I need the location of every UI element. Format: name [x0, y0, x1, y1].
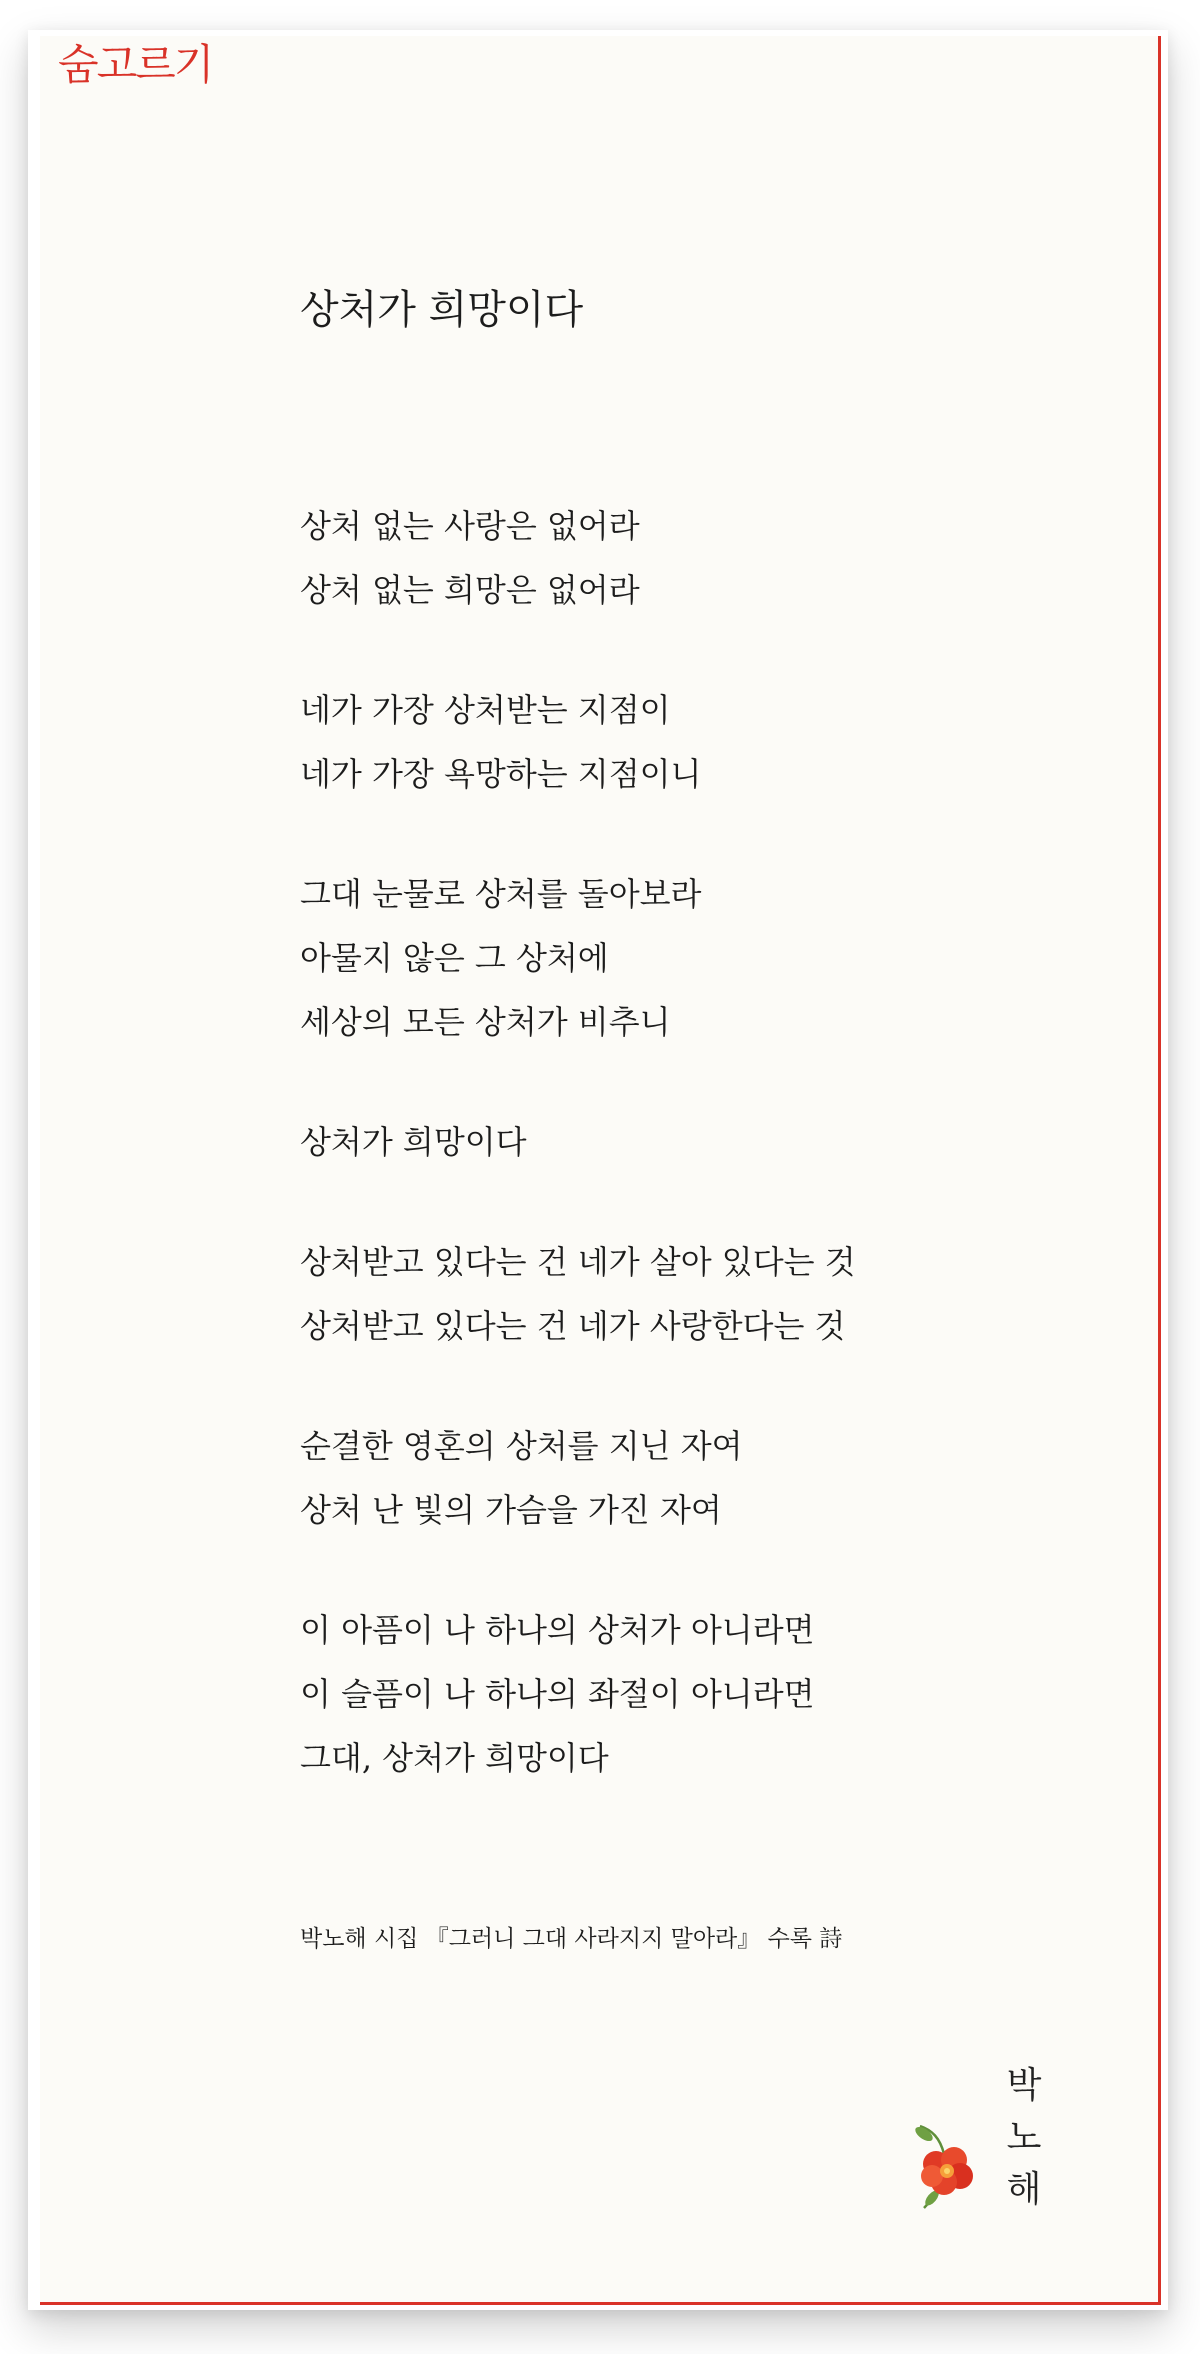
signature-char: 박 [1006, 2065, 1042, 2106]
poem-stanza [300, 862, 1060, 1054]
poem-stanza [300, 1598, 1060, 1790]
author-emblem [910, 2060, 1070, 2240]
poem-line: 이 슬픔이 나 하나의 좌절이 아니라면 [300, 1675, 815, 1713]
poem-line: 그대, 상처가 희망이다 [300, 1739, 609, 1777]
poem-line: 네가 가장 욕망하는 지점이니 [300, 755, 702, 793]
poem-line: 세상의 모든 상처가 비추니 [300, 1003, 671, 1041]
poem-stanza [300, 678, 1060, 806]
poem-stanza [300, 1110, 1060, 1174]
poem-line: 상처 없는 희망은 없어라 [300, 571, 640, 609]
poem-line: 그대 눈물로 상처를 돌아보라 [300, 875, 702, 913]
poem-line: 상처 난 빛의 가슴을 가진 자여 [300, 1491, 722, 1529]
signature-char: 해 [1006, 2169, 1042, 2210]
brand-logo: 숨고르기 [58, 40, 213, 89]
poem-line: 상처가 희망이다 [300, 1123, 527, 1161]
poem-line: 순결한 영혼의 상처를 지닌 자여 [300, 1427, 743, 1465]
poem-line: 상처 없는 사랑은 없어라 [300, 507, 640, 545]
poem-source: 박노해 시집 『그러니 그대 사라지지 말아라』 수록 詩 [300, 1926, 843, 1952]
poem-line: 상처받고 있다는 건 네가 살아 있다는 것 [300, 1243, 856, 1281]
poem-title: 상처가 희망이다 [300, 287, 584, 333]
poem-line: 아물지 않은 그 상처에 [300, 939, 609, 977]
signature-char: 노 [1006, 2117, 1042, 2158]
poem-body [300, 494, 1060, 1846]
poem-stanza [300, 1414, 1060, 1542]
poem-stanza [300, 1230, 1060, 1358]
poem-line: 상처받고 있다는 건 네가 사랑한다는 것 [300, 1307, 846, 1345]
poem-line: 이 아픔이 나 하나의 상처가 아니라면 [300, 1611, 815, 1649]
poem-line: 네가 가장 상처받는 지점이 [300, 691, 671, 729]
poem-stanza [300, 494, 1060, 622]
red-flower-icon [910, 2120, 990, 2210]
author-signature [1002, 2060, 1046, 2216]
